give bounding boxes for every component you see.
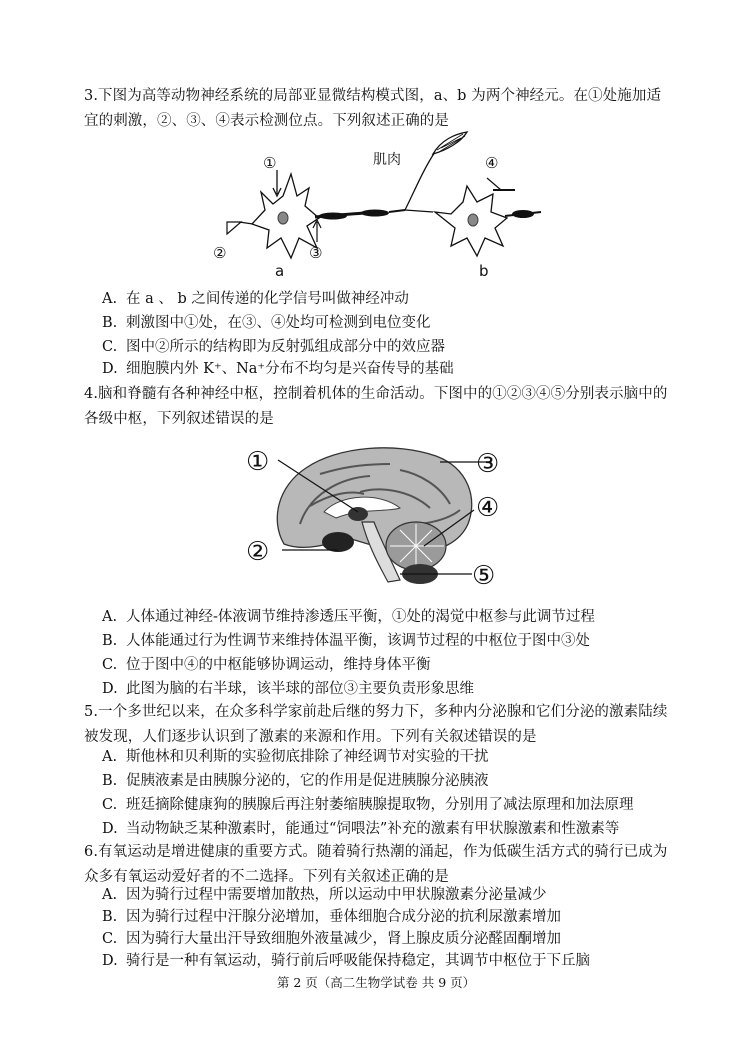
pituitary-region xyxy=(322,532,354,552)
label-neuron-b: b xyxy=(479,262,489,280)
myelin-2 xyxy=(361,210,389,217)
q6-option-d[interactable]: D. 骑行是一种有氧运动，骑行前后呼吸能保持稳定，其调节中枢位于下丘脑 xyxy=(102,953,590,969)
q5-stem: 5.一个多世纪以来，在众多科学家前赴后继的努力下，多种内分泌腺和它们分泌的激素陆续被发现，人们逐步认识到了激素的来源和作用。下列有关叙述错误的是 xyxy=(84,704,668,745)
label-site-4: ④ xyxy=(485,154,499,172)
brain-label-2: ② xyxy=(246,537,270,567)
q5-option-a[interactable]: A. 斯他林和贝利斯的实验彻底排除了神经调节对实验的干扰 xyxy=(102,749,489,765)
brain-label-5: ⑤ xyxy=(472,561,496,591)
q6-option-c[interactable]: C. 因为骑行大量出汗导致细胞外液量减少，肾上腺皮质分泌醛固酮增加 xyxy=(102,931,561,947)
q4-option-c[interactable]: C. 位于图中④的中枢能够协调运动，维持身体平衡 xyxy=(102,657,431,673)
q3-option-a[interactable]: A. 在 a 、 b 之间传递的化学信号叫做神经冲动 xyxy=(102,291,409,307)
label-site-3: ③ xyxy=(309,244,323,262)
page-footer: 第 2 页（高二生物学试卷 共 9 页） xyxy=(276,975,476,990)
q4-stem: 4.脑和脊髓有各种神经中枢，控制着机体的生命活动。下图中的①②③④⑤分别表示脑中的各级中枢，下列叙述错误的是 xyxy=(84,386,668,427)
myelin-b xyxy=(512,210,534,218)
label-site-2: ② xyxy=(213,244,227,262)
q4-option-d[interactable]: D. 此图为脑的右半球，该半球的部位③主要负责形象思维 xyxy=(102,681,474,697)
label-neuron-a: a xyxy=(275,262,285,280)
neuron-a-nucleus xyxy=(278,212,288,224)
q4-option-b[interactable]: B. 人体能通过行为性调节来维持体温平衡，该调节过程的中枢位于图中③处 xyxy=(102,633,590,649)
q5-option-b[interactable]: B. 促胰液素是由胰腺分泌的，它的作用是促进胰腺分泌胰液 xyxy=(102,773,489,789)
q4-option-a[interactable]: A. 人体通过神经-体液调节维持渗透压平衡，①处的渴觉中枢参与此调节过程 xyxy=(102,609,595,625)
q4-brain-figure xyxy=(240,434,520,594)
myelin-1 xyxy=(319,213,347,220)
brain-label-4: ④ xyxy=(476,493,500,523)
q5-option-d[interactable]: D. 当动物缺乏某种激素时，能通过“饲喂法”补充的激素有甲状腺激素和性激素等 xyxy=(102,821,620,837)
q3-option-b[interactable]: B. 刺激图中①处，在③、④处均可检测到电位变化 xyxy=(102,315,431,331)
q3-option-d[interactable]: D. 细胞膜内外 K⁺、Na⁺分布不均匀是兴奋传导的基础 xyxy=(102,361,454,377)
q6-option-b[interactable]: B. 因为骑行过程中汗腺分泌增加，垂体细胞合成分泌的抗利尿激素增加 xyxy=(102,909,561,925)
q6-stem: 6.有氧运动是增进健康的重要方式。随着骑行热潮的涌起，作为低碳生活方式的骑行已成为众多有氧运动爱好者的不二选择。下列有关叙述正确的是 xyxy=(84,844,668,885)
q3-option-c[interactable]: C. 图中②所示的结构即为反射弧组成部分中的效应器 xyxy=(102,339,445,355)
axon-terminal-branch xyxy=(405,210,433,212)
muscle xyxy=(433,132,467,154)
thalamus xyxy=(348,507,368,521)
q5-option-c[interactable]: C. 班廷摘除健康狗的胰腺后再注射萎缩胰腺提取物，分别用了减法原理和加法原理 xyxy=(102,797,634,813)
nerve-to-muscle xyxy=(405,152,435,210)
q6-option-a[interactable]: A. 因为骑行过程中需要增加散热，所以运动中甲状腺激素分泌量减少 xyxy=(102,887,547,903)
q3-stem: 3.下图为高等动物神经系统的局部亚显微结构模式图，a、b 为两个神经元。在①处施加适宜的刺激，②、③、④表示检测位点。下列叙述正确的是 xyxy=(84,88,662,129)
label-site-1: ① xyxy=(263,154,277,172)
brain-label-1: ① xyxy=(246,447,270,477)
brain-label-3: ③ xyxy=(476,449,500,479)
neuron-b-nucleus xyxy=(468,214,478,226)
label-muscle: 肌肉 xyxy=(373,152,401,168)
q3-neuron-figure xyxy=(205,130,555,285)
